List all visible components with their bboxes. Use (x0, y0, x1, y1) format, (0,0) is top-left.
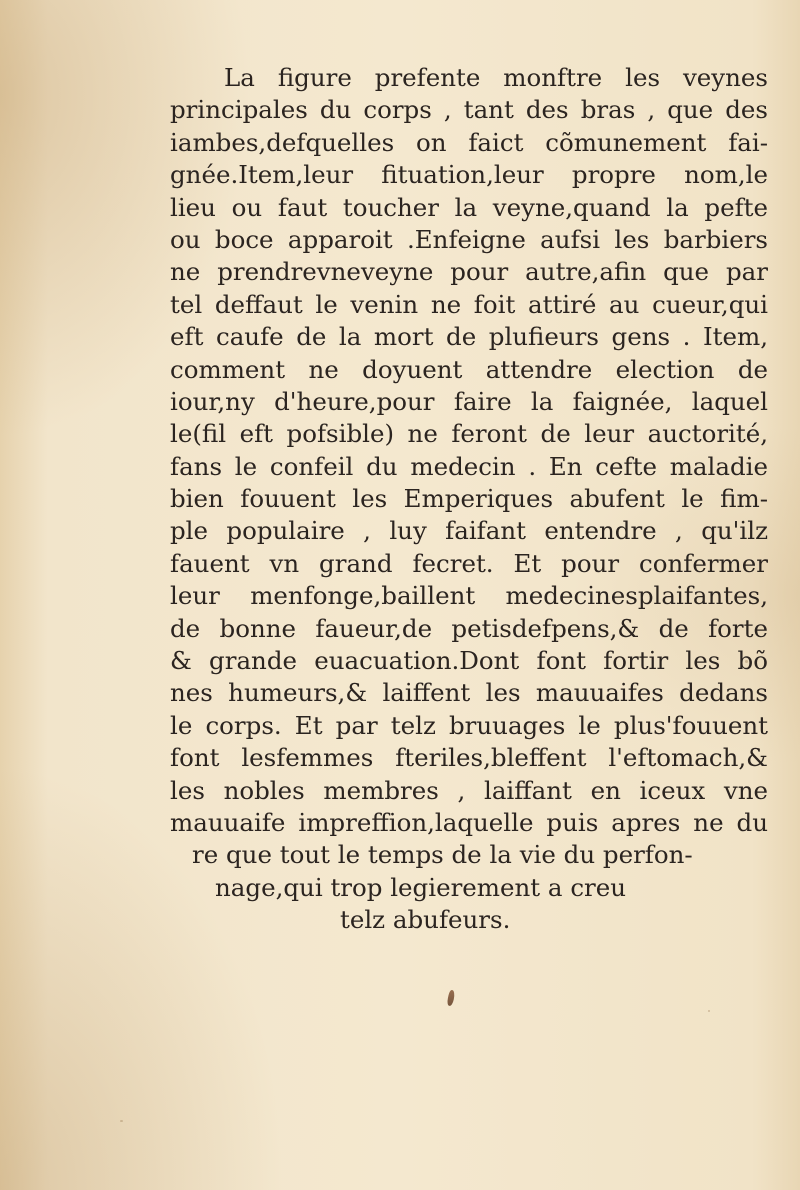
text-line: tel deffaut le venin ne foit attiré au cueur,qui (170, 289, 768, 319)
text-line: ne prendrevneveyne pour autre,afin que par (170, 257, 768, 287)
text-line: La figure prefente monftre les veynes (224, 63, 768, 92)
text-line: le corps. Et par telz bruuages le plus'fouuent (170, 710, 768, 740)
text-line: bien fouuent les Emperiques abufent le fim- (170, 484, 768, 514)
ink-mark (446, 990, 455, 1007)
text-line: le(fil eft pofsible) ne feront de leur auctorité, (170, 419, 768, 449)
text-line: fauent vn grand fecret. Et pour confermer (170, 548, 768, 578)
text-line: mauuaife impreffion,laquelle puis apres ne du (170, 807, 768, 837)
text-line: gnée.Item,leur fituation,leur propre nom,le (170, 160, 768, 190)
text-line: font lesfemmes fteriles,bleffent l'eftomach,& (170, 743, 768, 773)
paper-speck (708, 1010, 710, 1012)
text-line: de bonne faueur,de petisdefpens,& de forte (170, 613, 768, 643)
text-line: re que tout le temps de la vie du perfon- (192, 840, 693, 870)
text-line: leur menfonge,baillent medecinesplaifantes, (170, 581, 768, 611)
text-line: lieu ou faut toucher la veyne,quand la pefte (170, 192, 768, 222)
text-line: iambes,defquelles on faict cõmunement fai- (170, 127, 768, 157)
text-line: comment ne doyuent attendre election de (170, 354, 768, 384)
text-line: iour,ny d'heure,pour faire la faignée, laquel (170, 386, 768, 416)
text-line: principales du corps , tant des bras , que des (170, 95, 768, 125)
text-line: nes humeurs,& laiffent les mauuaifes dedans (170, 678, 768, 708)
text-line: nage,qui trop legierement a creu (215, 872, 627, 902)
text-line: les nobles membres , laiffant en iceux vne (170, 775, 768, 805)
text-line: telz abufeurs. (340, 905, 511, 935)
body-text (170, 62, 770, 937)
text-line: ou boce apparoit .Enfeigne aufsi les barbiers (170, 224, 768, 254)
text-line: ple populaire , luy faifant entendre , qu'ilz (170, 516, 768, 546)
text-line: fans le confeil du medecin . En cefte maladie (170, 451, 768, 481)
text-line: eft caufe de la mort de plufieurs gens . Item, (170, 322, 768, 352)
text-line: & grande euacuation.Dont font fortir les bõ (170, 646, 768, 676)
paper-speck (120, 1120, 123, 1122)
